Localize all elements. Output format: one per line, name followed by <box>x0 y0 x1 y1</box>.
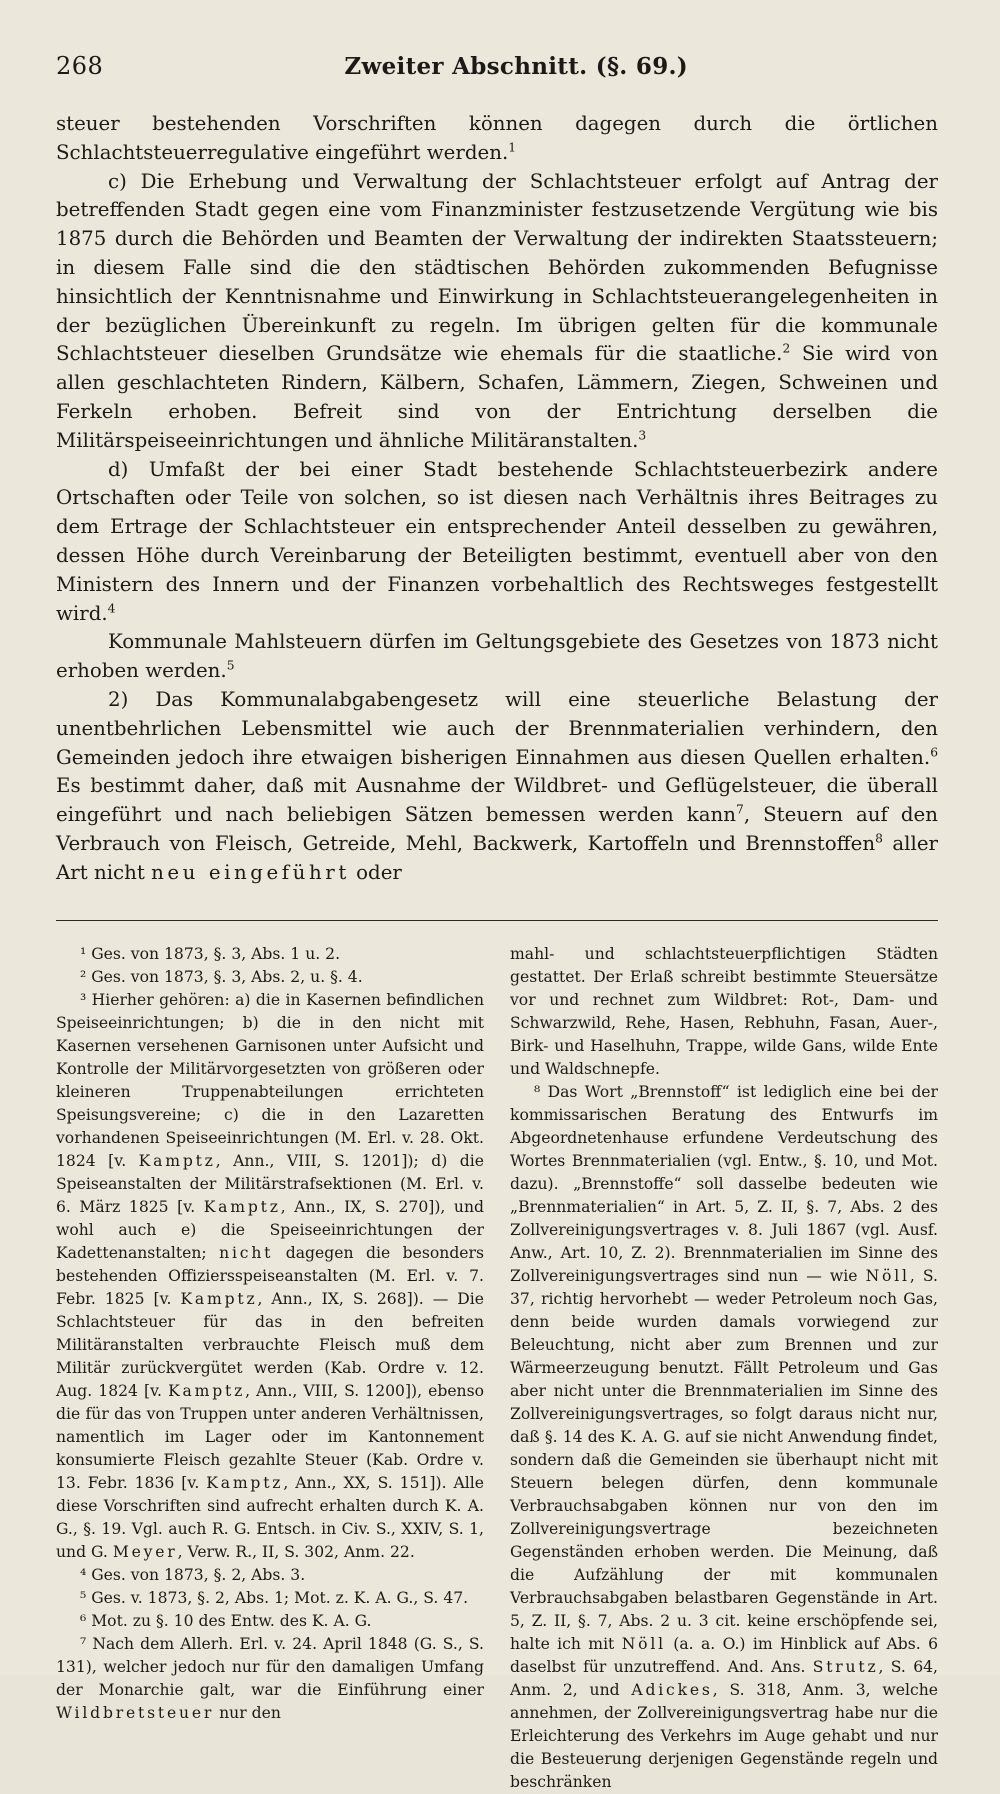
text-run: , S. 318, Anm. 3, welche annehmen, der Zollvereinigungsvertrag habe nur die Erleichterung des Verkehrs im Auge gehabt und nur die Besteuerung derjenigen Gegenstände regeln und beschränken <box>510 1680 938 1791</box>
text-run: steuer bestehenden Vorschriften können dagegen durch die örtlichen Schlachtsteuerregulative eingeführt werden. <box>56 112 938 164</box>
footnote-divider <box>56 920 938 921</box>
text-run: nur den <box>214 1703 281 1722</box>
footnote: ⁴ Ges. von 1873, §. 2, Abs. 3. <box>80 1565 306 1584</box>
footnote-ref: 4 <box>107 601 116 616</box>
author-name: Kamptz <box>168 1381 246 1400</box>
text-run: d) Umfaßt der bei einer Stadt bestehende Schlachtsteuerbezirk andere Ortschaften oder Teile von solchen, so ist diesen nach Verhältnis ihres Beitrages zu dem Ertrage der Schlachtsteuer ein entsprechender Anteil desselben zu gewähren, dessen Höhe durch Vereinbarung der Beteiligten bestimmt, eventuell aber von den Ministern des Innern und der Finanzen vorbehaltlich des Rechtsweges festgestellt wird. <box>56 457 938 625</box>
author-name: Meyer <box>112 1542 178 1561</box>
footnote: ² Ges. von 1873, §. 3, Abs. 2, u. §. 4. <box>80 967 363 986</box>
text-run: , Ann., VIII, S. 1201]); d) die Speiseanstalten der Militärstrafsektionen (M. Erl. v. 6. März 1825 [v. <box>56 1151 484 1216</box>
text-run: 2) Das Kommunalabgabengesetz will eine steuerliche Belastung der unentbehrlichen Lebensmittel wie auch der Brennmaterialien verhindern, den Gemeinden jedoch ihre etwaigen bisherigen Einnahmen aus diesen Quellen erhalten. <box>56 687 938 769</box>
text-run: , Ann., XX, S. 151]). Alle diese Vorschriften sind aufrecht erhalten durch K. A. G., §. 19. Vgl. auch R. G. Entsch. in Civ. S., XXIV, S. 1, und G. <box>56 1473 484 1561</box>
emphasis-spaced: Wildbretsteuer <box>56 1703 215 1722</box>
text-run: , Verw. R., II, S. 302, Anm. 22. <box>177 1542 415 1561</box>
footnote-continuation: mahl- und schlachtsteuerpflichtigen Städten gestattet. Der Erlaß schreibt bestimmte Steuersätze vor und rechnet zum Wildbret: Rot-, Dam- und Schwarzwild, Rehe, Hasen, Rebhuhn, Fasan, Auer-, Birk- und Haselhuhn, Trappe, wilde Gans, wilde Ente und Waldschnepfe. <box>510 944 938 1078</box>
text-run: c) Die Erhebung und Verwaltung der Schlachtsteuer erfolgt auf Antrag der betreffenden Stadt gegen eine vom Finanzminister festzusetzende Vergütung wie bis 1875 durch die Behörden und Beamten der Verwaltung der indirekten Staatssteuern; in diesem Falle sind die den städtischen Behörden zukommenden Befugnisse hinsichtlich der Kenntnisnahme und Einwirkung in Schlachtsteuerangelegenheiten in der bezüglichen Übereinkunft zu regeln. Im übrigen gelten für die kommunale Schlachtsteuer dieselben Grundsätze wie ehemals für die staatliche. <box>56 169 938 366</box>
author-name: Kamptz <box>138 1151 216 1170</box>
author-name: Kamptz <box>206 1473 284 1492</box>
text-run: , Ann., IX, S. 270]), und wohl auch e) die Speiseeinrichtungen der Kadettenanstalten; <box>56 1197 485 1262</box>
author-name: Nöll <box>621 1634 666 1653</box>
footnote <box>56 1633 484 1725</box>
footnote <box>510 1081 938 1794</box>
footnote-column-right <box>510 943 938 1794</box>
footnote-column-left <box>56 943 484 1794</box>
text-run: Es bestimmt daher, daß mit Ausnahme der Wildbret- und Geflügelsteuer, die überall eingeführt und nach beliebigen Sätzen bemessen werden kann <box>56 774 938 827</box>
author-name: Kamptz <box>203 1197 281 1216</box>
emphasis-spaced: nicht <box>219 1243 274 1262</box>
text-run: , Ann., VIII, S. 1200]), ebenso die für das von Truppen unter anderen Verhältnissen, namentlich im Lager oder im Kantonnement konsumierte Fleisch gezahlte Steuer (Kab. Ordre v. 13. Febr. 1836 [v. <box>56 1381 484 1492</box>
text-run: ⁸ Das Wort „Brennstoff“ ist lediglich eine bei der kommissarischen Beratung des Entwurfs im Abgeordnetenhause erfundene Verdeutschung des Wortes Brennmaterialien (vgl. Entw., §. 10, und Mot. dazu). „Brennstoffe“ soll dasselbe bedeuten wie „Brennmaterialien“ in Art. 5, Z. II, §. 7, Abs. 2 des Zollvereinigungsvertrages v. 8. Juli 1867 (vgl. Ausf. Anw., Art. 10, Z. 2). Brennmaterialien im Sinne des Zollvereinigungsvertrages sind nun — wie <box>510 1082 938 1285</box>
author-name: Strutz <box>812 1657 879 1676</box>
text-run: oder <box>349 860 402 884</box>
text-run: ³ Hierher gehören: a) die in Kasernen befindlichen Speiseeinrichtungen; b) die in den nicht mit Kasernen versehenen Garnisonen unter Aufsicht und Kontrolle der Militärvorgesetzten von größeren oder kleineren Truppenabteilungen errichteten Speisungsvereine; c) die in den Lazaretten vorhandenen Speiseeinrichtungen (M. Erl. v. 28. Okt. 1824 [v. <box>56 990 484 1170</box>
footnote: ⁶ Mot. zu §. 10 des Entw. des K. A. G. <box>80 1611 372 1630</box>
text-run: Sie wird von allen geschlachteten Rindern, Kälbern, Schafen, Lämmern, Ziegen, Schweinen und Ferkeln erhoben. Befreit sind von der Entrichtung derselben die Militärspeiseeinrichtungen und ähnliche Militäranstalten. <box>56 342 939 452</box>
footnote: ⁵ Ges. v. 1873, §. 2, Abs. 1; Mot. z. K. A. G., S. 47. <box>80 1588 469 1607</box>
footnote-ref: 7 <box>736 802 744 817</box>
text-run: (a. a. O.) im Hinblick auf Abs. 6 daselbst für unzutreffend. And. Ans. <box>510 1634 939 1676</box>
text-run: ⁷ Nach dem Allerh. Erl. v. 24. April 1848 (G. S., S. 131), welcher jedoch nur für den damaligen Umfang der Monarchie galt, war die Einführung einer <box>56 1634 484 1699</box>
footnote <box>56 989 484 1564</box>
text-run: , Ann., IX, S. 268]). — Die Schlachtsteuer für das in den befreiten Militäranstalten verbrauchte Fleisch muß dem Militär zurückvergütet werden (Kab. Ordre v. 12. Aug. 1824 [v. <box>56 1289 484 1400</box>
paragraph <box>56 456 938 629</box>
footnote-ref: 5 <box>226 658 235 673</box>
page-header <box>56 52 938 92</box>
paragraph <box>56 628 938 686</box>
text-run: Kommunale Mahlsteuern dürfen im Geltungsgebiete des Gesetzes von 1873 nicht erhoben werden. <box>56 630 938 683</box>
running-head: Zweiter Abschnitt. (§. 69.) <box>344 53 688 80</box>
emphasis-spaced: neu eingeführt <box>151 860 350 884</box>
author-name: Kamptz <box>180 1289 258 1308</box>
author-name: Nöll <box>865 1266 910 1285</box>
footnotes <box>56 943 938 1794</box>
footnote: ¹ Ges. von 1873, §. 3, Abs. 1 u. 2. <box>80 944 341 963</box>
paragraph <box>56 168 938 456</box>
page-number: 268 <box>56 52 104 80</box>
main-text <box>56 110 938 888</box>
footnote-ref: 1 <box>508 140 517 155</box>
text-run: dagegen die besonders bestehenden Offiziersspeiseanstalten (M. Erl. v. 7. Febr. 1825 [v. <box>56 1243 484 1308</box>
footnote-ref: 2 <box>782 342 791 357</box>
footnote-ref: 8 <box>875 831 883 846</box>
text-run: , S. 37, richtig hervorhebt — weder Petroleum noch Gas, denn beide wurden damals vorwiegend zur Beleuchtung, nicht aber zum Brennen und zur Wärmeerzeugung benutzt. Fällt Petroleum und Gas aber nicht unter die Brennmaterialien im Sinne des Zollvereinigungsvertrages, so folgt daraus nicht nur, daß §. 14 des K. A. G. auf sie nicht Anwendung findet, sondern daß die Gemeinden sie überhaupt nicht mit Steuern belegen dürfen, denn kommunale Verbrauchsabgaben können nur von den im Zollvereinigungsvertrage bezeichneten Gegenständen erhoben werden. Die Meinung, daß die Aufzählung der mit kommunalen Verbrauchsabgaben belastbaren Gegenstände in Art. 5, Z. II, §. 7, Abs. 2 u. 3 cit. keine erschöpfende sei, halte ich mit <box>510 1266 938 1653</box>
paragraph <box>56 686 938 888</box>
author-name: Adickes <box>631 1680 713 1699</box>
footnote-ref: 3 <box>638 428 647 443</box>
paragraph <box>56 110 938 168</box>
text-run: , S. 64, Anm. 2, und <box>510 1657 939 1699</box>
text-run: aller Art nicht <box>56 831 938 884</box>
text-run: , Steuern auf den Verbrauch von Fleisch, Getreide, Mehl, Backwerk, Kartoffeln und Brennstoffen <box>56 803 938 855</box>
footnote-ref: 6 <box>930 745 938 760</box>
